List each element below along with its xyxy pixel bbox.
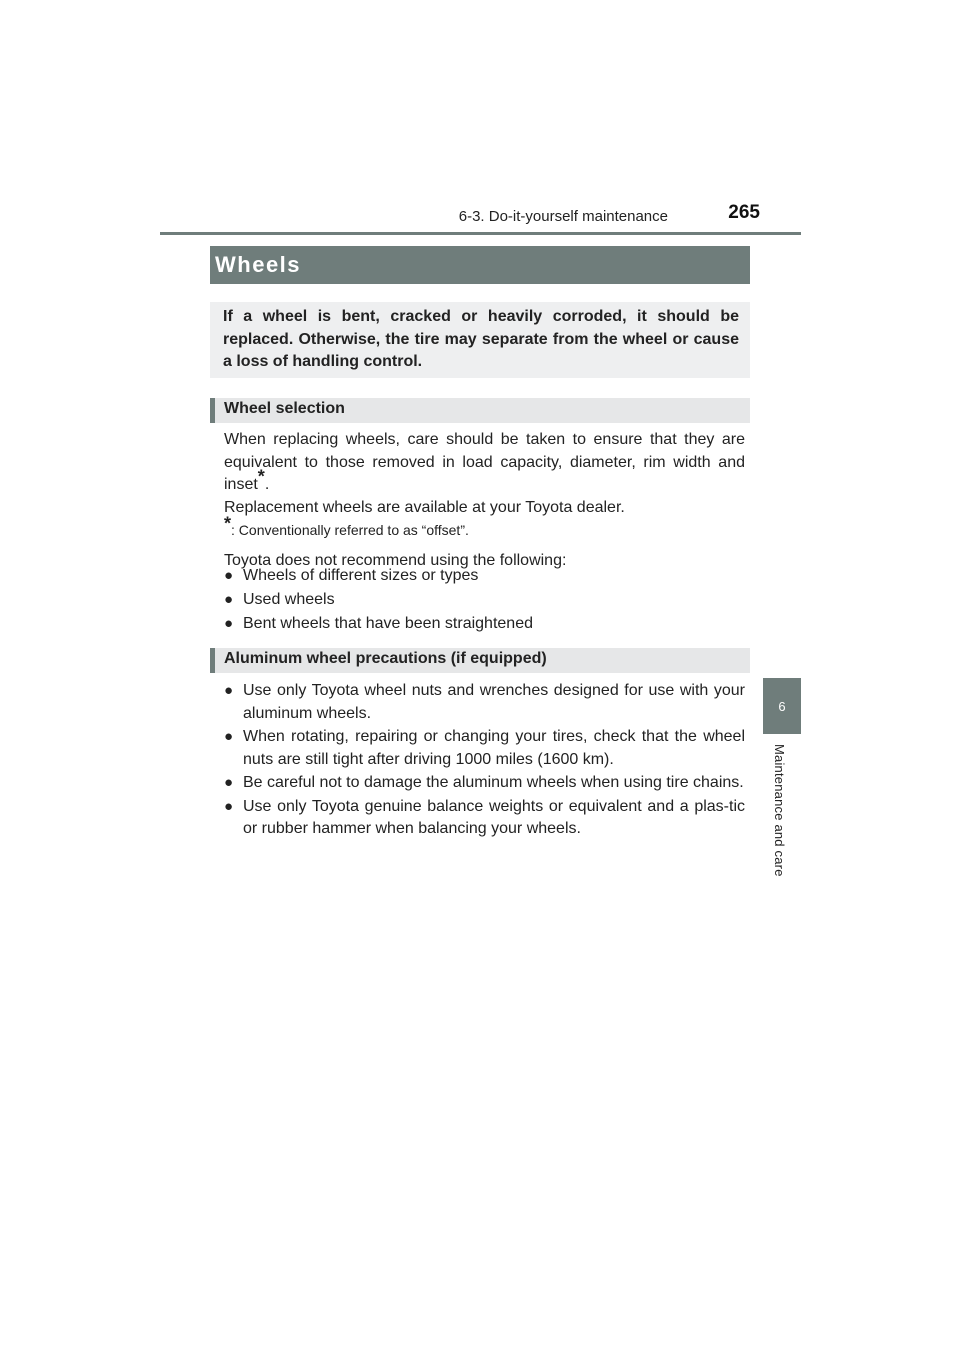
footnote xyxy=(224,513,745,542)
list-item xyxy=(224,565,745,588)
chapter-number: 6 xyxy=(778,698,786,714)
page-title-bar xyxy=(210,246,750,284)
list-item-text: Wheels of different sizes or types xyxy=(243,567,479,584)
recommend-intro: Toyota does not recommend using the following: xyxy=(224,551,567,569)
list-item-text: Be careful not to damage the aluminum wheels when using tire chains. xyxy=(243,774,744,791)
header-rule xyxy=(160,232,801,235)
list-item xyxy=(224,726,745,771)
selection-paragraph-end: . xyxy=(264,476,270,493)
intro-text: If a wheel is bent, cracked or heavily corroded, it should be replaced. Otherwise, the tire may separate from the wheel or cause a loss of handling control. xyxy=(223,308,739,370)
list-item-text: Use only Toyota genuine balance weights or equivalent and a plas-tic or rubber hammer when balancing your wheels. xyxy=(243,797,745,837)
subheading-aluminum xyxy=(210,648,750,673)
intro-box xyxy=(210,302,750,378)
subheading-wheel-selection xyxy=(210,398,750,423)
list-item xyxy=(224,796,745,841)
page-number: 265 xyxy=(728,202,760,223)
not-recommended-list xyxy=(224,565,745,637)
list-item xyxy=(224,589,745,612)
page-header xyxy=(160,204,760,230)
chapter-tab xyxy=(763,678,801,734)
asterisk-mark: * xyxy=(257,466,265,487)
page-title: Wheels xyxy=(215,252,302,277)
footnote-asterisk: * xyxy=(224,513,232,534)
footnote-text: : Conventionally referred to as “offset”. xyxy=(231,522,469,538)
list-item-text: Use only Toyota wheel nuts and wrenches designed for use with your aluminum wheels. xyxy=(243,682,745,722)
bullet-icon: ● xyxy=(224,591,234,608)
bullet-icon: ● xyxy=(224,774,234,791)
wheel-selection-body xyxy=(224,429,745,572)
subheading-text: Wheel selection xyxy=(224,400,345,417)
bullet-icon: ● xyxy=(224,682,234,699)
list-item-text: When rotating, repairing or changing your tires, check that the wheel nuts are still tight after driving 1000 miles (1600 km). xyxy=(243,728,745,768)
list-item xyxy=(224,613,745,636)
chapter-label: Maintenance and care xyxy=(772,744,787,877)
aluminum-precautions-list xyxy=(224,680,745,842)
selection-paragraph xyxy=(224,429,745,497)
list-item-text: Used wheels xyxy=(243,591,335,608)
bullet-icon: ● xyxy=(224,615,234,632)
selection-paragraph-text: When replacing wheels, care should be taken to ensure that they are equivalent to those removed in load capacity, diameter, rim width and inset xyxy=(224,431,745,493)
list-item-text: Bent wheels that have been straightened xyxy=(243,615,533,632)
section-label: 6-3. Do-it-yourself maintenance xyxy=(458,208,668,225)
bullet-icon: ● xyxy=(224,728,234,745)
list-item xyxy=(224,772,745,795)
list-item xyxy=(224,680,745,725)
subheading-text: Aluminum wheel precautions (if equipped) xyxy=(224,650,547,667)
bullet-icon: ● xyxy=(224,567,234,584)
dealer-paragraph: Replacement wheels are available at your Toyota dealer. xyxy=(224,498,625,516)
bullet-icon: ● xyxy=(224,797,234,815)
